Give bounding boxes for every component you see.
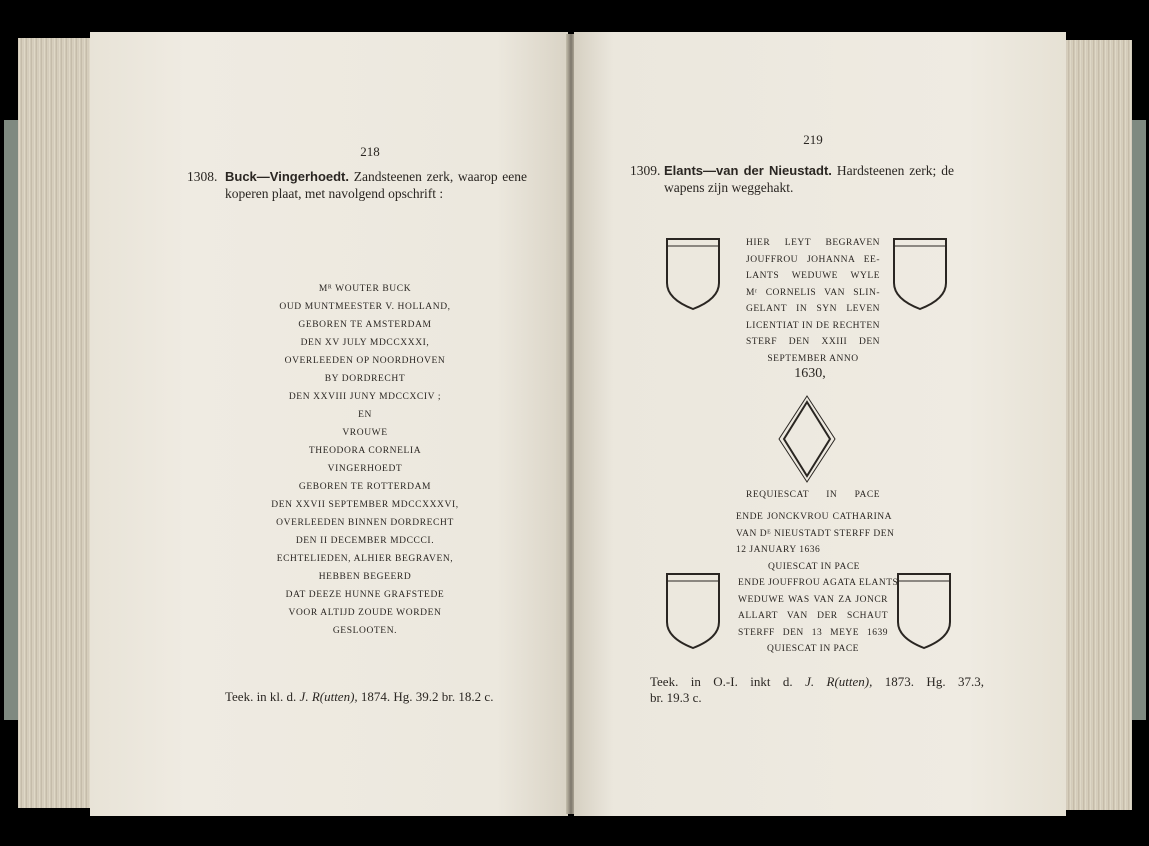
caption-prefix: Teek. in kl. d. xyxy=(225,689,297,704)
inscription-line: THEODORA CORNELIA xyxy=(308,446,422,456)
inscription-middle xyxy=(736,509,895,575)
entry-text-line-2: wapens zijn weggehakt. xyxy=(664,180,794,195)
inscription-line: Mᴿ WOUTER BUCK xyxy=(318,284,412,294)
inscription-line: OVERLEEDEN BINNEN DORDRECHT xyxy=(276,518,454,528)
inscription-line: BY DORDRECHT xyxy=(324,374,406,384)
inscription-line: VINGERHOEDT xyxy=(327,464,403,474)
plate-caption xyxy=(225,689,545,705)
entry-text-line-1: Zandsteenen zerk, waarop eene xyxy=(353,169,528,184)
entry-text-line-2: koperen plaat, met navolgend opschrift : xyxy=(225,186,444,201)
inscription-line: VAN Dᴱ NIEUSTADT STERFF DEN xyxy=(736,528,895,539)
entry-number: 1308. xyxy=(187,169,218,184)
inscription xyxy=(220,280,510,640)
inscription-line: ENDE JOUFFROU AGATA ELANTS xyxy=(738,578,899,588)
inscription-line: DEN XXVII SEPTEMBER MDCCXXXVI, xyxy=(271,500,459,510)
inscription-line: GEBOREN TE ROTTERDAM xyxy=(298,482,432,492)
inscription-line: GESLOOTEN. xyxy=(332,626,398,636)
inscription-line: QUIESCAT IN PACE xyxy=(767,644,859,654)
plate-caption xyxy=(650,674,984,706)
entry-heading xyxy=(187,168,527,202)
page-edges-right xyxy=(1062,40,1132,810)
caption-author: J. R(utten), xyxy=(299,689,358,704)
inscription-line: DAT DEEZE HUNNE GRAFSTEDE xyxy=(285,590,445,600)
caption-dimensions: 1874. Hg. 39.2 br. 18.2 c. xyxy=(360,689,494,704)
inscription-line: STERFF DEN 13 MEYE 1639 xyxy=(738,627,888,638)
right-page xyxy=(574,32,1066,816)
inscription-line: GELANT IN SYN LEVEN xyxy=(746,304,880,314)
inscription-line: OUD MUNTMEESTER V. HOLLAND, xyxy=(279,302,451,312)
inscription-line: SEPTEMBER ANNO xyxy=(767,353,859,364)
page-number: 219 xyxy=(803,132,823,147)
inscription-bottom xyxy=(738,575,899,658)
inscription-line: Mʳ CORNELIS VAN SLIN- xyxy=(746,287,880,298)
inscription-line: JOUFFROU JOHANNA EE- xyxy=(746,254,880,265)
book-cover-right xyxy=(1130,120,1146,720)
caption-author: J. R(utten), xyxy=(805,674,873,689)
page-number: 218 xyxy=(360,144,380,159)
lozenge-icon xyxy=(777,394,837,484)
inscription-top xyxy=(746,235,880,367)
inscription-line: ENDE JONCKVROU CATHARINA xyxy=(736,512,892,522)
inscription-line: ALLART VAN DER SCHAUT xyxy=(738,611,888,621)
inscription-line: DEN II DECEMBER MDCCCI. xyxy=(295,536,435,546)
requiescat-line: REQUIESCAT IN PACE xyxy=(746,490,880,500)
inscription-line: 12 JANUARY 1636 xyxy=(736,545,821,555)
inscription-line: VOOR ALTIJD ZOUDE WORDEN xyxy=(288,608,442,618)
inscription-line: GEBOREN TE AMSTERDAM xyxy=(298,320,432,330)
inscription-line: DEN XV JULY MDCCXXXI, xyxy=(300,338,430,348)
inscription-line: ECHTELIEDEN, ALHIER BEGRAVEN, xyxy=(276,554,454,564)
shield-icon xyxy=(896,572,952,650)
entry-heading xyxy=(630,162,954,196)
entry-number: 1309. xyxy=(630,163,661,178)
caption-line-2: br. 19.3 c. xyxy=(650,690,702,705)
inscription-line: WEDUWE WAS VAN ZA JONCR xyxy=(738,594,888,605)
caption-dimensions: 1873. Hg. 37.3, xyxy=(884,674,984,689)
caption-prefix: Teek. in O.-I. inkt d. xyxy=(650,674,793,689)
inscription-line: VROUWE xyxy=(342,428,388,438)
inscription-line: OVERLEEDEN OP NOORDHOVEN xyxy=(284,356,446,366)
entry-title: Buck—Vingerhoedt. xyxy=(225,169,350,184)
shield-icon xyxy=(665,237,721,311)
inscription-line: LICENTIAT IN DE RECHTEN xyxy=(746,320,880,331)
shield-icon xyxy=(892,237,948,311)
inscription-line: EN xyxy=(358,410,372,420)
page-edges-left xyxy=(18,38,96,808)
inscription-line: DEN XXVIII JUNY MDCCXCIV ; xyxy=(288,392,442,402)
left-page xyxy=(90,32,568,816)
entry-text-line-1: Hardsteenen zerk; de xyxy=(836,163,954,178)
shield-icon xyxy=(665,572,721,650)
inscription-line: HEBBEN BEGEERD xyxy=(318,572,412,582)
inscription-line: QUIESCAT IN PACE xyxy=(768,561,860,572)
inscription-line: STERF DEN XXIII DEN xyxy=(746,337,880,347)
inscription-line: LANTS WEDUWE WYLE xyxy=(746,271,880,281)
inscription-year: 1630, xyxy=(794,366,826,381)
inscription-line: HIER LEYT BEGRAVEN xyxy=(746,238,880,248)
entry-title: Elants—van der Nieustadt. xyxy=(664,163,832,178)
